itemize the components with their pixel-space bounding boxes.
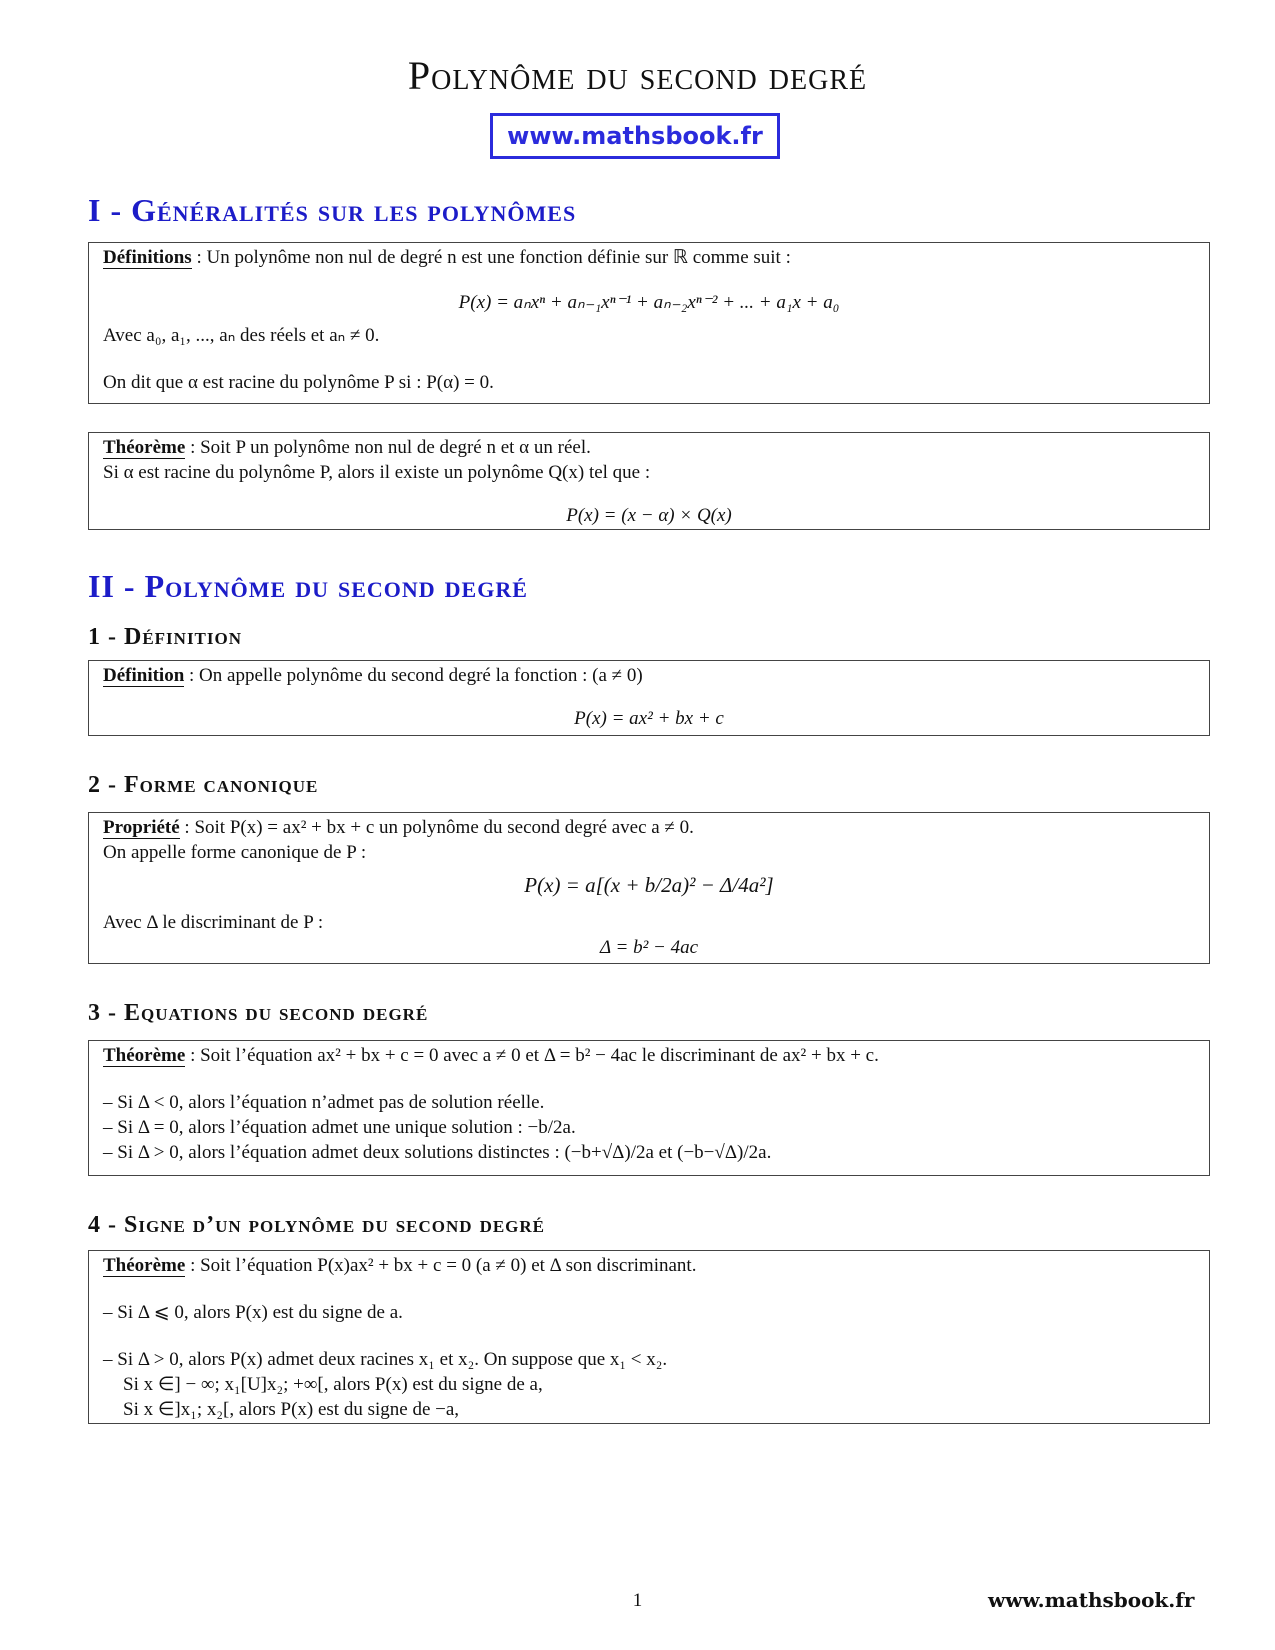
equations-theorem-keyword: Théorème xyxy=(103,1045,186,1066)
site-link-box[interactable]: www.mathsbook.fr xyxy=(490,113,780,159)
sign-case-2a: Si x ∈] − ∞; x₁[U]x₂; +∞[, alors P(x) est du signe de a, xyxy=(123,1374,543,1395)
case-negative-discriminant: – Si Δ < 0, alors l’équation n’admet pas de solution réelle. xyxy=(103,1090,1195,1115)
theorem-text-2: Si α est racine du polynôme P, alors il existe un polynôme Q(x) tel que : xyxy=(103,462,651,483)
definitions-text: : Un polynôme non nul de degré n est une fonction définie sur ℝ comme suit : xyxy=(191,247,791,268)
equations-theorem-box xyxy=(88,1040,1210,1176)
case-positive-discriminant: – Si Δ > 0, alors l’équation admet deux solutions distinctes : (−b+√Δ)/2a et (−b−√Δ)/2a. xyxy=(103,1140,1195,1165)
page-number: 1 xyxy=(632,1590,643,1611)
subsection-heading-1: 1 - Définition xyxy=(88,624,243,650)
canonical-form-text: On appelle forme canonique de P : xyxy=(103,842,367,863)
section-heading-1: I - Généralités sur les polynômes xyxy=(88,192,577,228)
property-box xyxy=(88,812,1210,964)
definition-text: : On appelle polynôme du second degré la fonction : (a ≠ 0) xyxy=(184,665,643,686)
subsection-heading-3: 3 - Equations du second degré xyxy=(88,1000,429,1026)
discriminant-text: Avec Δ le discriminant de P : xyxy=(103,912,324,933)
subsection-heading-2: 2 - Forme canonique xyxy=(88,772,319,798)
sign-case-2: – Si Δ > 0, alors P(x) admet deux racines x₁ et x₂. On suppose que x₁ < x₂. xyxy=(103,1347,1195,1372)
theorem-keyword: Théorème xyxy=(103,437,186,458)
coefficients-text: Avec a₀, a₁, ..., aₙ des réels et aₙ ≠ 0. xyxy=(103,325,380,346)
canonical-formula: P(x) = a[(x + b/2a)² − Δ/4a²] xyxy=(524,873,774,897)
polynomial-formula: P(x) = aₙxⁿ + aₙ₋₁xⁿ⁻¹ + aₙ₋₂xⁿ⁻² + ... + a₁x + a₀ xyxy=(458,292,840,313)
definitions-keyword: Définitions xyxy=(103,247,192,268)
definition-keyword: Définition xyxy=(103,665,185,686)
factorization-formula: P(x) = (x − α) × Q(x) xyxy=(566,505,732,526)
definitions-box xyxy=(88,242,1210,404)
sign-theorem-box xyxy=(88,1250,1210,1424)
sign-theorem-text: : Soit l’équation P(x)ax² + bx + c = 0 (a ≠ 0) et Δ son discriminant. xyxy=(185,1255,697,1276)
quadratic-formula: P(x) = ax² + bx + c xyxy=(574,708,724,729)
sign-theorem-keyword: Théorème xyxy=(103,1255,186,1276)
sign-case-1: – Si Δ ⩽ 0, alors P(x) est du signe de a. xyxy=(103,1300,1195,1325)
definition-box xyxy=(88,660,1210,736)
case-zero-discriminant: – Si Δ = 0, alors l’équation admet une unique solution : −b/2a. xyxy=(103,1115,1195,1140)
equations-theorem-text: : Soit l’équation ax² + bx + c = 0 avec a ≠ 0 et Δ = b² − 4ac le discriminant de ax² + bx + c. xyxy=(185,1045,879,1066)
sign-case-2b: Si x ∈]x₁; x₂[, alors P(x) est du signe de −a, xyxy=(123,1399,460,1420)
theorem-box-1 xyxy=(88,432,1210,530)
section-heading-2: II - Polynôme du second degré xyxy=(88,568,528,604)
property-text: : Soit P(x) = ax² + bx + c un polynôme du second degré avec a ≠ 0. xyxy=(179,817,694,838)
theorem-text-1: : Soit P un polynôme non nul de degré n et α un réel. xyxy=(185,437,591,458)
page-title: Polynôme du second degré xyxy=(407,53,868,98)
subsection-heading-4: 4 - Signe d’un polynôme du second degré xyxy=(88,1212,546,1238)
discriminant-formula: Δ = b² − 4ac xyxy=(599,937,699,958)
root-definition-text: On dit que α est racine du polynôme P si : P(α) = 0. xyxy=(103,372,494,393)
property-keyword: Propriété xyxy=(103,817,180,838)
footer-site-link[interactable]: www.mathsbook.fr xyxy=(988,1588,1195,1612)
